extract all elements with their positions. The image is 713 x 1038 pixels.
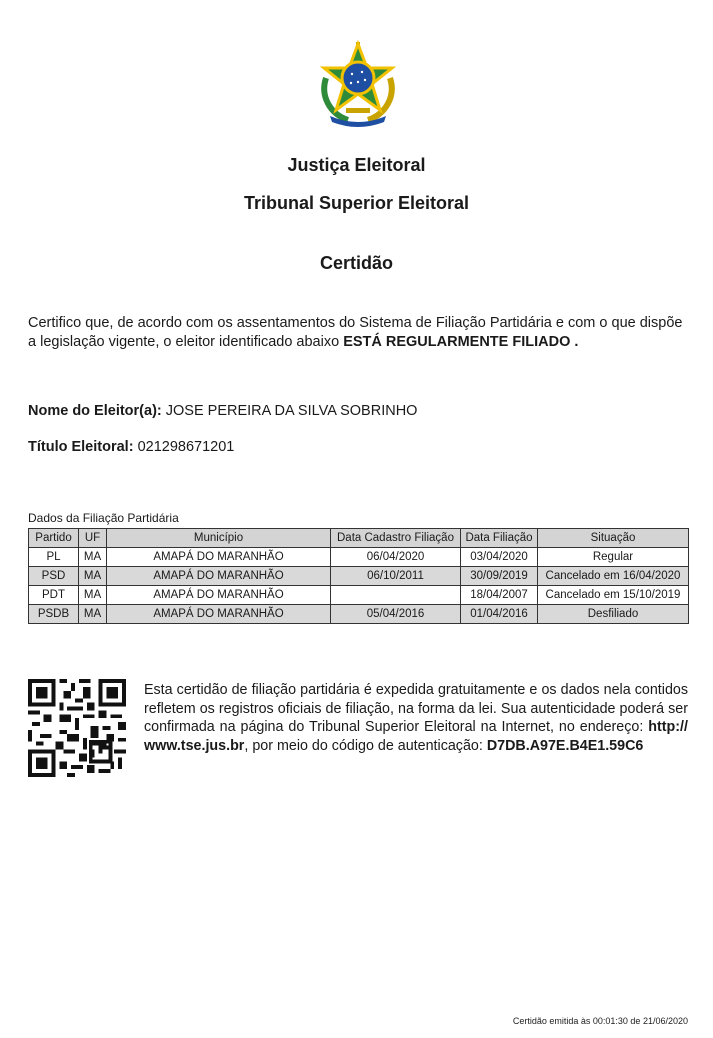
table-row: [29, 548, 689, 567]
situation-cell: Desfiliado: [538, 605, 689, 624]
elector-title-number: 021298671201: [137, 439, 235, 455]
state-cell: MA: [79, 567, 107, 586]
party-cell: PSD: [29, 567, 79, 586]
column-header: Município: [107, 529, 331, 548]
tse-url-link[interactable]: http:// www.tse.jus.br: [144, 719, 688, 754]
affiliation-date-cell: 01/04/2016: [461, 605, 538, 624]
table-row: [29, 586, 689, 605]
authentication-text-cont: , por meio do código de autenticação:: [244, 737, 483, 754]
issued-timestamp: Certidão emitida às 00:01:30 de 21/06/2020: [512, 1016, 688, 1026]
elector-name: JOSE PEREIRA DA SILVA SOBRINHO: [165, 403, 418, 419]
column-header: Situação: [538, 529, 689, 548]
table-header-row: [29, 529, 689, 548]
column-header: Data Cadastro Filiação: [331, 529, 461, 548]
party-cell: PDT: [29, 586, 79, 605]
registration-date-cell: 06/10/2011: [331, 567, 461, 586]
party-cell: PL: [29, 548, 79, 567]
affiliation-date-cell: 18/04/2007: [461, 586, 538, 605]
party-cell: PSDB: [29, 605, 79, 624]
situation-cell: Regular: [538, 548, 689, 567]
table-row: [29, 567, 689, 586]
authentication-notice: [144, 681, 688, 755]
court-name: Tribunal Superior Eleitoral: [243, 193, 470, 213]
certification-paragraph: [28, 314, 688, 352]
state-cell: MA: [79, 605, 107, 624]
elector-name-label: Nome do Eleitor(a):: [28, 403, 162, 419]
registration-date-cell: 05/04/2016: [331, 605, 461, 624]
affiliation-table: [28, 528, 689, 624]
brazil-coat-of-arms-icon: [312, 38, 404, 130]
municipality-cell: AMAPÁ DO MARANHÃO: [107, 586, 331, 605]
table-caption: Dados da Filiação Partidária: [28, 511, 179, 525]
affiliation-date-cell: 03/04/2020: [461, 548, 538, 567]
registration-date-cell: [331, 586, 461, 605]
situation-cell: Cancelado em 16/04/2020: [538, 567, 689, 586]
certification-text: Certifico que, de acordo com os assentamentos do Sistema de Filiação Partidária e com o que dispõe a legislação vigente, o eleitor identificado abaixo: [28, 315, 683, 350]
registration-date-cell: 06/04/2020: [331, 548, 461, 567]
column-header: Data Filiação: [461, 529, 538, 548]
municipality-cell: AMAPÁ DO MARANHÃO: [107, 567, 331, 586]
situation-cell: Cancelado em 15/10/2019: [538, 586, 689, 605]
state-cell: MA: [79, 586, 107, 605]
affiliation-date-cell: 30/09/2019: [461, 567, 538, 586]
qr-code-icon: [28, 679, 126, 777]
page-title: Certidão: [319, 253, 393, 273]
elector-name-row: [28, 403, 417, 419]
municipality-cell: AMAPÁ DO MARANHÃO: [107, 548, 331, 567]
column-header: UF: [79, 529, 107, 548]
state-cell: MA: [79, 548, 107, 567]
elector-title-row: [28, 439, 234, 455]
authentication-text: Esta certidão de filiação partidária é expedida gratuitamente e os dados nela contidos refletem os registros oficiais de filiação, na forma da lei. Sua autenticidade poderá ser confirmada na página do Tribunal Superior Eleitoral na Internet, no endereço:: [144, 682, 688, 735]
elector-title-label: Título Eleitoral:: [28, 439, 134, 455]
affiliation-status: ESTÁ REGULARMENTE FILIADO .: [343, 334, 579, 350]
column-header: Partido: [29, 529, 79, 548]
institution-name: Justiça Eleitoral: [287, 155, 426, 175]
municipality-cell: AMAPÁ DO MARANHÃO: [107, 605, 331, 624]
authentication-code: D7DB.A97E.B4E1.59C6: [486, 737, 644, 754]
table-row: [29, 605, 689, 624]
